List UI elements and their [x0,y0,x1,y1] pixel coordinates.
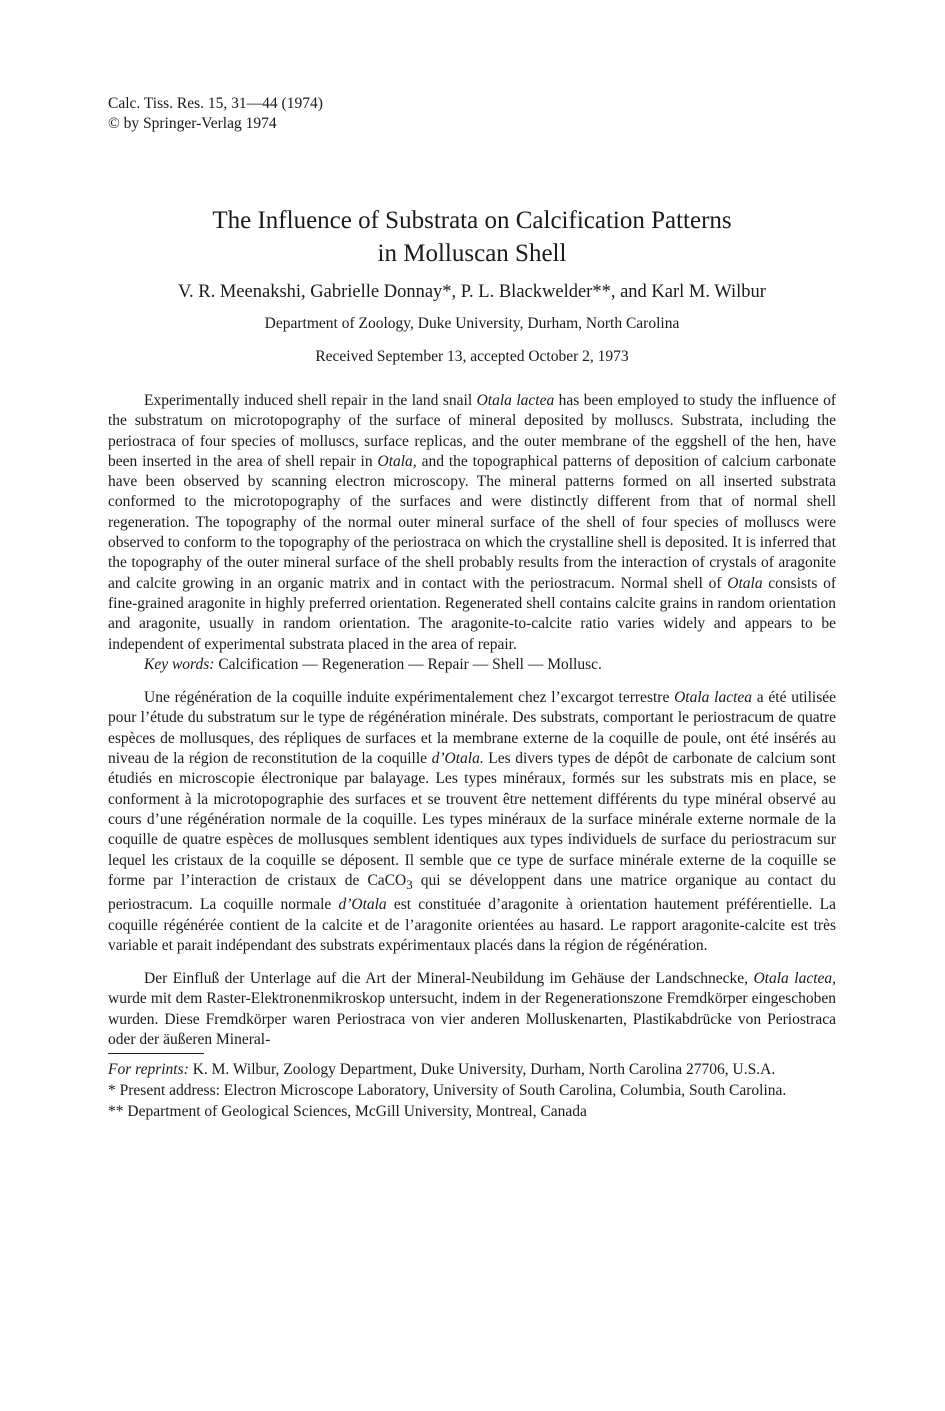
species-name: Otala lactea [674,689,753,707]
species-name: Otala lactea, [753,970,837,988]
copyright-line: © by Springer-Verlag 1974 [108,115,277,132]
footnotes [108,1060,836,1121]
species-name: Otala, [377,452,417,470]
abstract-german: Der Einfluß der Unterlage auf die Art der Mineral-Neubildung im Gehäuse der Landschnecke, Otala lactea, wurde mit dem Raster-Elektronenmikroskop untersucht, indem in der Regenerationszone Fremdkörper eingeschoben wurden. Diese Fremdkörper waren Periostraca von vier anderen Molluskenarten, Plastikabdrücke von Periostraca oder der äußeren Mineral- [108,970,837,1048]
species-name: d’Otala [338,896,387,914]
affiliation: Department of Zoology, Duke University, Durham, North Carolina [264,315,680,332]
journal-citation: Calc. Tiss. Res. 15, 31—44 (1974) [108,95,323,112]
subscript: 3 [406,876,413,892]
footnote-1: * Present address: Electron Microscope Laboratory, University of South Carolina, Columbia, South Carolina. [108,1082,787,1100]
footnote-rule [108,1053,204,1054]
paper-page [108,94,836,1123]
title-line-2: in Molluscan Shell [377,240,567,267]
received-date: Received September 13, accepted October 2, 1973 [315,348,629,365]
reprints-label: For reprints: [108,1061,189,1079]
species-name: d’Otala. [431,750,484,768]
species-name: Otala [727,574,763,592]
footnote-reprints: For reprints: K. M. Wilbur, Zoology Department, Duke University, Durham, North Carolina 27706, U.S.A. [108,1061,776,1079]
abstract-english: Experimentally induced shell repair in the land snail Otala lactea has been employed to study the influence of the substratum on microtopography of the surface of mineral deposited by molluscs. Substrata, including the periostraca of four species of molluscs, surface replicas, and the outer membrane of the eggshell of the hen, have been inserted in the area of shell repair in Otala, and the topographical patterns of deposition of calcium carbonate have been observed by scanning electron microscopy. The mineral patterns formed on all inserted substrata conformed to the microtopography of the surfaces and were distinctly different from that of normal shell regeneration. The topography of the normal outer mineral surface of the shell of four species of molluscs were observed to conform to the topography of the periostraca on which the crystalline shell is deposited. It is inferred that the topography of the outer mineral surface of the shell probably results from the interaction of crystals of aragonite and calcite growing in an organic matrix and in contact with the periostracum. Normal shell of Otala consists of fine-grained aragonite in highly preferred orientation. Regenerated shell contains calcite grains in random orientation and aragonite, usually in random orientation. The aragonite-to-calcite ratio varies widely and appears to be independent of experimental substrata placed in the area of repair. [108,392,837,653]
paper-title [108,204,836,270]
abstract-french: Une régénération de la coquille induite expérimentalement chez l’excargot terrestre Otala lactea a été utilisée pour l’étude du substratum sur le type de régénération minérale. Des substrats, comportant le periostracum de quatre espèces de mollusques, des répliques de surfaces et la membrane externe de la coquille de poule, ont été insérés au niveau de la région de reconstitution de la coquille d’Otala. Les divers types de dépôt de carbonate de calcium sont étudiés en microscopie électronique par balayage. Les types minéraux, formés sur les substrats mis en place, se conforment à la microtopographie des surfaces et se trouvent être nettement différents du type minéral observé au cours d’une régénération normale de la coquille. Les types minéraux de la surface minérale externe normale de la coquille de quatre espèces de mollusques semblent identiques aux types individuels de surface du periostracum sur lequel les cristaux de la coquille se déposent. Il semble que ce type de surface minérale externe de la coquille se forme par l’interaction de cristaux de CaCO$_3$ qui se développent dans une matrice organique au contact du periostracum. La coquille normale d’Otala est constituée d’aragonite à orientation hautement préférentielle. La coquille régénérée contient de la calcite et de l’aragonite orientées au hasard. Le rapport aragonite-calcite est très variable et parait indépendant des substrats expérimentaux placés dans la région de régénération. [108,689,837,954]
keywords [108,655,836,675]
author-list: V. R. Meenakshi, Gabrielle Donnay*, P. L. Blackwelder**, and Karl M. Wilbur [178,282,766,302]
species-name: Otala lactea [476,392,555,409]
footnote-2: ** Department of Geological Sciences, McGill University, Montreal, Canada [108,1103,587,1121]
keywords-text: Calcification — Regeneration — Repair — Shell — Mollusc. [214,655,602,673]
title-line-1: The Influence of Substrata on Calcification Patterns [212,207,732,234]
keywords-label: Key words: [144,655,215,673]
